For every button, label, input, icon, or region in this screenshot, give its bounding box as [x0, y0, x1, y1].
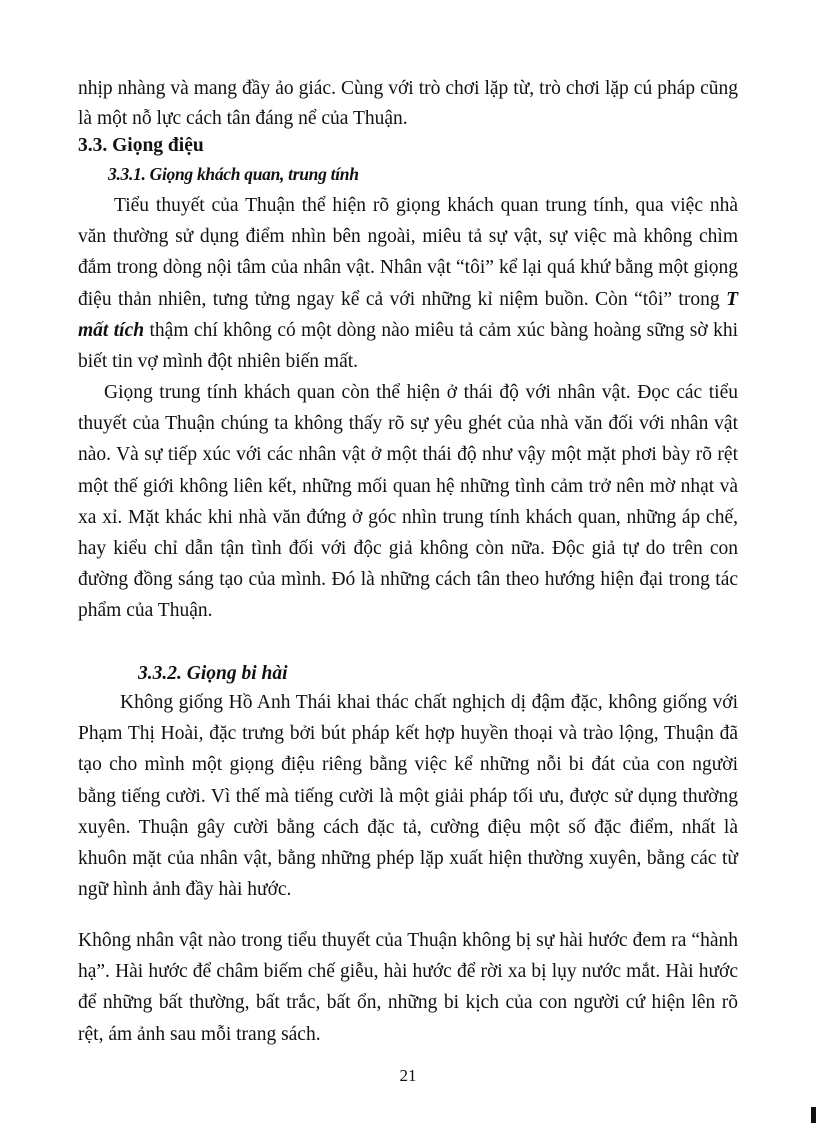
subsection-1-paragraph-1 — [78, 190, 738, 377]
subsection-2-paragraph-1: Không giống Hồ Anh Thái khai thác chất nghịch dị đậm đặc, không giống với Phạm Thị Hoài, đặc trưng bởi bút pháp kết hợp huyền thoại và trào lộng, Thuận đã tạo cho mình một giọng điệu riêng bằng việc kể những nỗi bi đát của con người bằng tiếng cười. Vì thế mà tiếng cười là một giải pháp tối ưu, được sử dụng thường xuyên. Thuận gây cười bằng cách đặc tả, cường điệu một số đặc điểm, nhất là khuôn mặt của nhân vật, bằng những phép lặp xuất hiện thường xuyên, bằng các từ ngữ hình ảnh đầy hài hước. — [78, 692, 738, 901]
paragraph-text-after: thậm chí không có một dòng nào miêu tả cảm xúc bàng hoàng sững sờ khi biết tin vợ mình đột nhiên biến mất. — [78, 319, 738, 373]
subsection-1-paragraph-2: Giọng trung tính khách quan còn thể hiện ở thái độ với nhân vật. Đọc các tiểu thuyết của Thuận chúng ta không thấy rõ sự yêu ghét của nhà văn đối với nhân vật nào. Và sự tiếp xúc với các nhân vật ở một thái độ như vậy một mặt phơi bày rõ rệt một thế giới không liên kết, những mối quan hệ những tình cảm trở nên mờ nhạt và xa xỉ. Mặt khác khi nhà văn đứng ở góc nhìn trung tính khách quan, những áp chế, hay kiểu chỉ dẫn tận tình đối với độc giả không còn nữa. Độc giả tự do trên con đường đồng sáng tạo của mình. Đó là những cách tân theo hướng hiện đại trong tác phẩm của Thuận. — [78, 382, 738, 622]
paragraph-text-before: Tiểu thuyết của Thuận thể hiện rõ giọng khách quan trung tính, qua việc nhà văn thường sử dụng điểm nhìn bên ngoài, miêu tả sự vật, sự việc mà không chìm đắm trong dòng nội tâm của nhân vật. Nhân vật “tôi” kể lại quá khứ bằng một giọng điệu thản nhiên, tưng tửng ngay kể cả với những kỉ niệm buồn. Còn “tôi” trong — [78, 195, 738, 310]
section-heading: 3.3. Giọng điệu — [78, 135, 204, 156]
subsection-2-paragraph-2: Không nhân vật nào trong tiểu thuyết của Thuận không bị sự hài hước đem ra “hành hạ”. Hài hước để châm biếm chế giễu, hài hước để rời xa bị lụy nước mắt. Hài hước để những bất thường, bất trắc, bất ổn, những bi kịch của con người cứ hiện lên rõ rệt, ám ảnh sau mỗi trang sách. — [78, 930, 738, 1045]
intro-paragraph: nhịp nhàng và mang đầy ảo giác. Cùng với trò chơi lặp từ, trò chơi lặp cú pháp cũng là một nỗ lực cách tân đáng nể của Thuận. — [78, 78, 738, 129]
scan-edge-mark — [811, 1107, 816, 1123]
page-number: 21 — [399, 1066, 417, 1085]
subsection-heading-1: 3.3.1. Giọng khách quan, trung tính — [108, 164, 359, 184]
work-title: T mất tích — [78, 288, 738, 341]
subsection-heading-2: 3.3.2. Giọng bi hài — [138, 663, 288, 684]
